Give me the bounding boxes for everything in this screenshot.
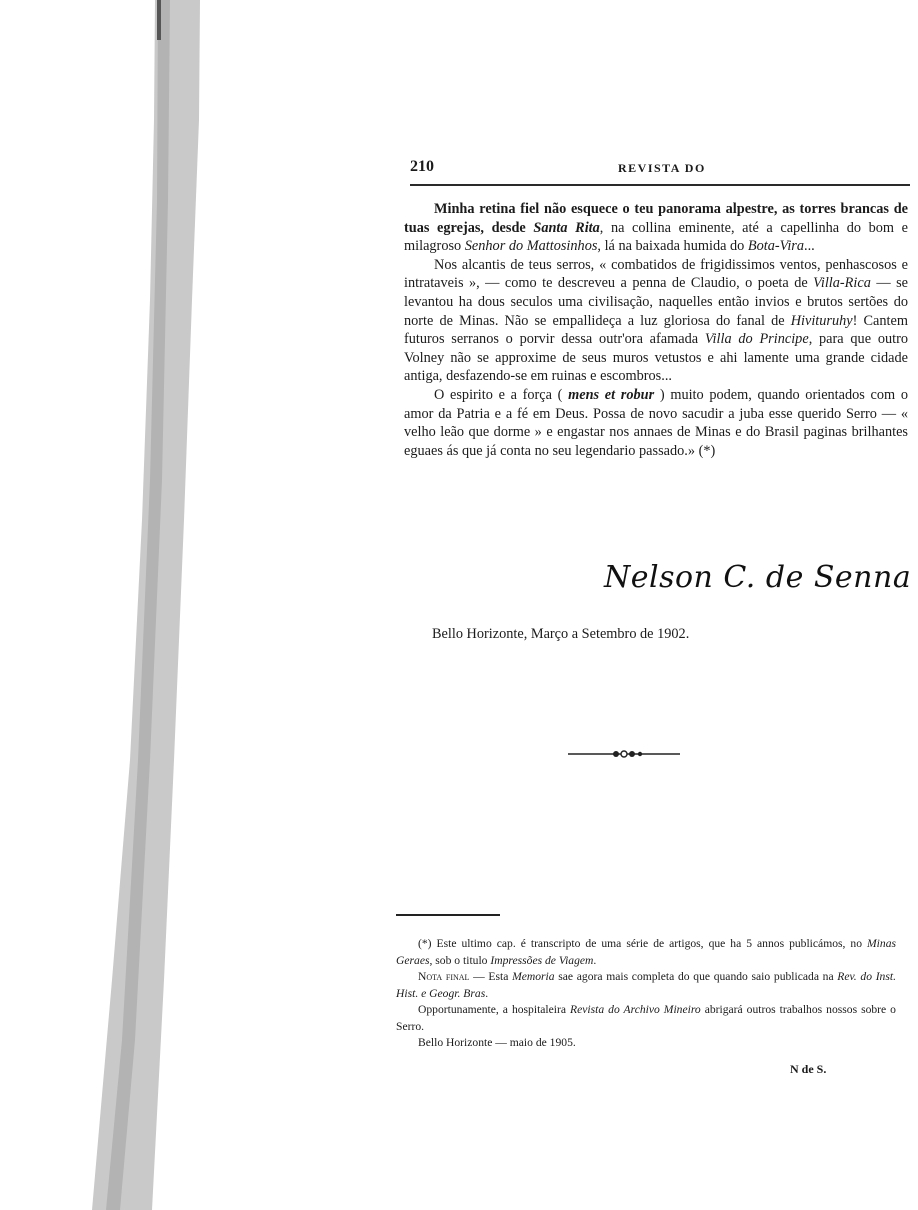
footnote-3: Opportunamente, a hospitaleira Revista do Archivo Mineiro abrigará outros trabalhos nossos sobre o Serro. bbox=[396, 1003, 896, 1033]
ornamental-divider bbox=[568, 748, 680, 760]
place-date-line: Bello Horizonte, Março a Setembro de 1902. bbox=[432, 626, 690, 642]
paragraph-3: O espirito e a força ( mens et robur ) muito podem, quando orientados com o amor da Patria e a fé em Deus. Possa de novo sacudir a juba esse querido Serro — « velho leão que dorme » e engastar nos annaes de Minas e do Brasil paginas brilhantes eguaes ás que já conta no seu legendario passado.» (*) bbox=[404, 386, 908, 459]
paragraph-2: Nos alcantis de teus serros, « combatidos de frigidissimos ventos, penhascosos e intrataveis », — como te descreveu a penna de Claudio, o poeta de Villa-Rica — se levantou ha dous seculos uma civilisação, naquelles então invios e brutos sertões do norte de Minas. Não se empallideça a luz gloriosa do fanal de Hivituruhy! Cantem futuros serranos o porvir dessa outr'ora afamada Villa do Principe, para que outro Volney não se approxime de seus muros vetustos e ahi lamente uma grande cidade antiga, desfazendo-se em ruinas e escombros... bbox=[404, 256, 908, 385]
author-initials: N de S. bbox=[790, 1062, 827, 1076]
footnote-2: Nota final — Esta Memoria sae agora mais completa do que quando saio publicada na Rev. do Inst. Hist. e Geogr. Bras. bbox=[396, 970, 896, 1000]
page-number: 210 bbox=[410, 158, 434, 175]
footnote-rule bbox=[396, 914, 500, 916]
body-text bbox=[404, 200, 908, 460]
page-header bbox=[410, 158, 910, 186]
handwritten-signature: Nelson C. de Senna bbox=[604, 560, 912, 595]
footnote-4: Bello Horizonte — maio de 1905. bbox=[418, 1036, 576, 1049]
footnotes bbox=[396, 936, 896, 1052]
footnote-1: (*) Este ultimo cap. é transcripto de uma série de artigos, que ha 5 annos publicámos, no Minas Geraes, sob o titulo Impressões de Viagem. bbox=[396, 937, 896, 967]
paragraph-1: Minha retina fiel não esquece o teu panorama alpestre, as torres brancas de tuas egrejas, desde Santa Rita, na collina eminente, até a capellinha do bom e milagroso Senhor do Mattosinhos, lá na baixada humida do Bota-Vira... bbox=[404, 201, 908, 255]
running-head: REVISTA DO bbox=[618, 161, 706, 175]
